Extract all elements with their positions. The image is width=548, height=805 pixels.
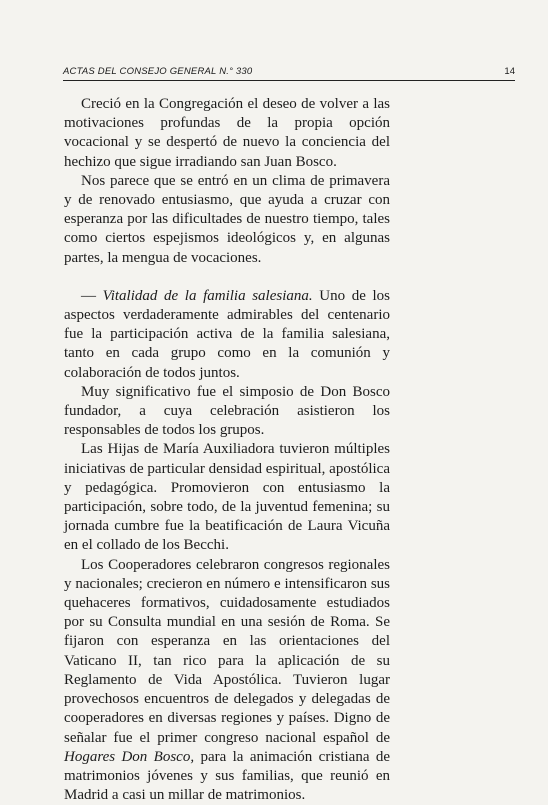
paragraph-text: Los Cooperadores celebraron congresos regionales y nacionales; crecieron en número e intensificaron sus quehaceres formativos, cuidadosamente estudiados por su Consulta mundial en una sesión de Roma. Se fijaron con esperanza en las orientaciones del Vaticano II, tan rico para la aplicación de su Reglamento de Vida Apostólica. Tuvieron lugar provechosos encuentros de delegados y delegadas de cooperadores en diversas regiones y países. Digno de señalar fue el primer congreso nacional español de [64,556,390,746]
page-number: 14 [504,66,515,77]
section-title: Vitalidad de la familia salesiana. [102,287,313,304]
running-title: ACTAS DEL CONSEJO GENERAL N.° 330 [63,66,253,77]
section-paragraph [64,287,390,383]
paragraph [64,556,390,805]
paragraph: Creció en la Congregación el deseo de volver a las motivaciones profundas de la propia opción vocacional y se despertó de nuevo la conciencia del hechizo que sigue irradiando san Juan Bosco. [64,96,390,170]
paragraph: Las Hijas de María Auxiliadora tuvieron múltiples iniciativas de particular densidad espiritual, apostólica y pedagógica. Promovieron con entusiasmo la participación, sobre todo, de la juventud femenina; su jornada cumbre fue la beatificación de Laura Vicuña en el collado de los Becchi. [64,441,390,554]
italic-title: Hogares Don Bosco, [64,748,195,765]
dash: — [81,287,103,304]
paragraph-text: para la animación cristiana de matrimonios jóvenes y sus familias, que reunió en Madrid a casi un millar de matrimonios. [64,748,391,804]
paragraph-text: Uno de los aspectos verdaderamente admirables del centenario fue la participación activa de la familia salesiana, tanto en cada grupo como en la comunión y colaboración de todos juntos. [64,287,391,381]
body-text [64,95,390,805]
paragraph: Muy significativo fue el simposio de Don Bosco fundador, a cuya celebración asistieron los responsables de todos los grupos. [64,383,390,439]
paragraph: Nos parece que se entró en un clima de primavera y de renovado entusiasmo, que ayuda a cruzar con esperanza por las dificultades de nuestro tiempo, tales como ciertos espejismos ideológicos y, en algunas partes, la mengua de vocaciones. [64,172,390,266]
header-rule [63,80,515,81]
